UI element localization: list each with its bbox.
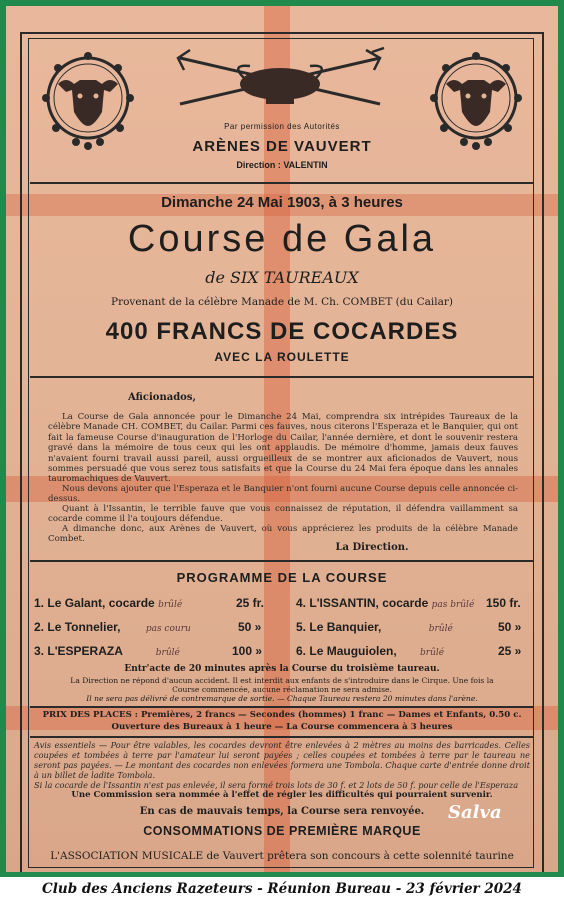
disclaimer: Il ne sera pas délivré de contremarque de sortie. — Chaque Taureau restera 20 minutes dans l'arène. (86, 694, 478, 703)
page-title: Course de Gala (127, 218, 437, 260)
drinks-line: CONSOMMATIONS DE PREMIÈRE MARQUE (143, 824, 421, 838)
trident-trophy-icon (170, 44, 390, 114)
photo-caption: Club des Anciens Razeteurs - Réunion Bureau - 23 février 2024 (42, 881, 522, 897)
permission-line: Par permission des Autorités (224, 122, 340, 131)
music-line: L'ASSOCIATION MUSICALE de Vauvert prêtera son concours à cette solennité taurine (50, 850, 514, 862)
notice-paragraph: Avis essentiels — Pour être valables, les cocardes devront être enlevées à 2 mètres au moins des barricades. Celles coupées et tombées à terre par l'amateur lui seront payées ; celles coupées et tombées à terre par le taureau ne seront pas payées. — Le montant des cocardes non enlevées formera une Tombola. Chaque carte d'entrée donne droit à un billet de ladite Tombola. (34, 740, 530, 780)
signature: La Direction. (335, 542, 409, 553)
program-prize: 100 » (232, 644, 263, 658)
commission-line: Une Commission sera nommée à l'effet de régler les difficultés qui pourraient survenir. (71, 790, 493, 800)
opening-hours: Ouverture des Bureaux à 1 heure — La Course commencera à 3 heures (111, 722, 453, 732)
direction-line: Direction : VALENTIN (236, 160, 328, 170)
arena-name: ARÈNES DE VAUVERT (192, 138, 372, 155)
greeting: Aficionados, (128, 392, 196, 403)
prices-line: PRIX DES PLACES : Premières, 2 francs — Secondes (hommes) 1 franc — Dames et Enfants, 0.50 c. (42, 710, 522, 720)
program-item: 6. Le Mauguiolen, brûlé (296, 644, 445, 658)
disclaimer: La Direction ne répond d'aucun accident. Il est interdit aux enfants de s'introduire dans le Cirque. Une fois la Course commencée, aucune réclamation ne sera admise. (70, 676, 494, 694)
program-prize: 25 » (498, 644, 522, 658)
program-item: 4. L'ISSANTIN, cocarde pas brûlé (296, 596, 475, 610)
announcement-paragraph: Quant à l'Issantin, le terrible fauve que vous connaissez de réputation, il défendra vaillamment sa cocarde comme il l'a toujours défendue. (48, 504, 518, 525)
divider (30, 706, 534, 708)
program-prize: 25 fr. (236, 596, 265, 610)
weather-line: En cas de mauvais temps, la Course sera renvoyée. (139, 806, 425, 817)
program-prize: 50 » (238, 620, 262, 634)
divider (30, 376, 534, 378)
divider (30, 736, 534, 738)
program-title: PROGRAMME DE LA COURSE (176, 570, 388, 585)
divider (30, 560, 534, 562)
entracte-line: Entr'acte de 20 minutes après la Course du troisième taureau. (124, 664, 440, 674)
provenance-line: Provenant de la célèbre Manade de M. Ch. COMBET (du Cailar) (111, 296, 453, 308)
date-line: Dimanche 24 Mai 1903, à 3 heures (161, 194, 403, 211)
announcement-paragraph: A dimanche donc, aux Arènes de Vauvert, où vous apprécierez les produits de la célèbre Manade Combet. (48, 524, 518, 545)
announcement-paragraph: La Course de Gala annoncée pour le Dimanche 24 Mai, comprendra six intrépides Taureaux de la célèbre Manade CH. COMBET, du Cailar. Parmi ces fauves, nous citerons l'Esperaza et le Banquier, qui ont fait la fameuse Course d'inauguration de l'Horloge du Cailar, l'année dernière, et dont le souvenir restera gravé dans la mémoire de tous ceux qui les ont applaudis. De mémoire d'homme, jamais deux fauves n'avaient fourni travail aussi pareil, aussi orgueilleux de se montrer aux aficionados de Vauvert, nous sommes persuadé que vous serez tous satisfaits et que la Course du 24 Mai fera époque dans les annales tauromachiques de Vauvert. (48, 412, 518, 485)
divider (30, 182, 534, 184)
subtitle: de SIX TAUREAUX (205, 268, 359, 287)
program-item: 1. Le Galant, cocarde brûlé (34, 596, 183, 610)
program-item: 3. L'ESPERAZA brûlé (34, 644, 180, 658)
prize-headline: 400 FRANCS DE COCARDES (105, 318, 459, 345)
program-item: 5. Le Banquier, brûlé (296, 620, 453, 634)
notice-paragraph: Si la cocarde de l'Issantin n'est pas enlevée, il sera formé trois lots de 30 f. et 2 lots de 50 f. pour celle de l'Esperaza (34, 780, 519, 790)
program-prize: 50 » (498, 620, 522, 634)
announcement-paragraph: Nous devons ajouter que l'Esperaza et le Banquier n'ont fourni aucune Course depuis celle annoncée ci-dessus. (48, 484, 518, 505)
program-item: 2. Le Tonnelier, pas couru (34, 620, 191, 634)
prize-subline: AVEC LA ROULETTE (214, 350, 350, 364)
watermark: Salva (448, 802, 502, 823)
program-prize: 150 fr. (486, 596, 521, 610)
